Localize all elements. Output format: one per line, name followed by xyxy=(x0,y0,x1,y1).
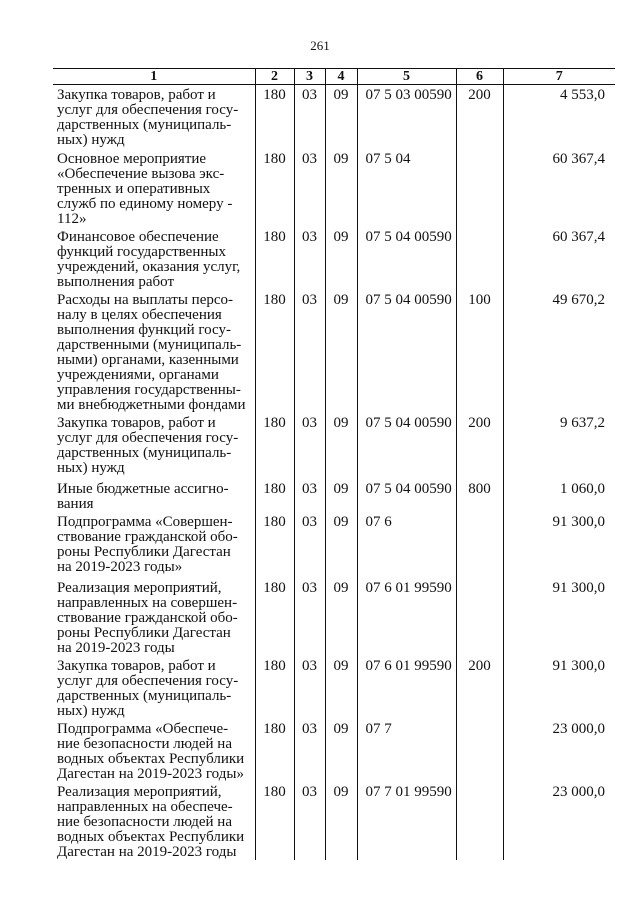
row-expense-type-cell: 200 xyxy=(456,656,503,719)
row-name-cell: Реализация мероприятий, направленных на совершен- ствование гражданской обо- роны Республики Дагестан на 2019-2023 годы xyxy=(57,579,238,656)
row-expense-type-cell xyxy=(456,512,503,578)
row-amount-cell: 4 553,0 xyxy=(503,85,615,149)
row-expense-type-cell: 100 xyxy=(456,290,503,413)
page-number: 261 xyxy=(310,38,330,53)
budget-table xyxy=(53,68,615,860)
row-target-article-cell: 07 5 03 00590 xyxy=(357,85,456,149)
row-code-2-cell: 180 xyxy=(255,719,294,782)
row-expense-type-cell xyxy=(456,719,503,782)
header-col-1: 1 xyxy=(53,69,255,85)
row-name-cell: Закупка товаров, работ и услуг для обеспечения госу- дарственных (муниципаль- ных) нужд xyxy=(57,657,239,719)
table-row xyxy=(53,149,615,227)
header-col-6: 6 xyxy=(456,69,503,85)
row-target-article-cell: 07 5 04 00590 xyxy=(357,227,456,290)
row-code-3-cell: 03 xyxy=(294,719,325,782)
row-target-article-cell: 07 7 xyxy=(357,719,456,782)
row-code-2-cell: 180 xyxy=(255,512,294,578)
row-target-article-cell: 07 6 01 99590 xyxy=(357,578,456,656)
table-row xyxy=(53,413,615,479)
row-expense-type-cell: 200 xyxy=(456,85,503,149)
row-code-2-cell: 180 xyxy=(255,413,294,479)
row-amount-cell: 60 367,4 xyxy=(503,227,615,290)
table-row xyxy=(53,85,615,149)
row-code-2-cell: 180 xyxy=(255,290,294,413)
row-expense-type-cell: 200 xyxy=(456,413,503,479)
row-code-2-cell: 180 xyxy=(255,149,294,227)
row-amount-cell: 60 367,4 xyxy=(503,149,615,227)
row-code-2-cell: 180 xyxy=(255,479,294,512)
row-code-4-cell: 09 xyxy=(325,290,357,413)
header-col-4: 4 xyxy=(325,69,357,85)
row-code-3-cell: 03 xyxy=(294,782,325,860)
row-expense-type-cell xyxy=(456,227,503,290)
row-target-article-cell: 07 5 04 00590 xyxy=(357,290,456,413)
row-name-cell: Основное мероприятие «Обеспечение вызова экс- тренных и оперативных служб по единому номеру - 112» xyxy=(57,150,233,227)
row-code-4-cell: 09 xyxy=(325,512,357,578)
row-code-4-cell: 09 xyxy=(325,227,357,290)
row-code-3-cell: 03 xyxy=(294,149,325,227)
row-target-article-cell: 07 5 04 00590 xyxy=(357,479,456,512)
table-row xyxy=(53,578,615,656)
row-target-article-cell: 07 5 04 00590 xyxy=(357,413,456,479)
row-expense-type-cell xyxy=(456,782,503,860)
header-col-7: 7 xyxy=(503,69,615,85)
row-expense-type-cell xyxy=(456,578,503,656)
row-code-3-cell: 03 xyxy=(294,227,325,290)
row-code-4-cell: 09 xyxy=(325,578,357,656)
row-amount-cell: 1 060,0 xyxy=(503,479,615,512)
row-code-4-cell: 09 xyxy=(325,656,357,719)
row-name-cell: Реализация мероприятий, направленных на обеспече- ние безопасности людей на водных объектах Республики Дагестан на 2019-2023 годы xyxy=(57,783,245,860)
row-name-cell: Закупка товаров, работ и услуг для обеспечения госу- дарственных (муниципаль- ных) нужд xyxy=(57,87,239,148)
row-code-3-cell: 03 xyxy=(294,413,325,479)
row-name-cell: Расходы на выплаты персо- налу в целях обеспечения выполнения функций госу- дарственными (муниципаль- ными) органами, казенными учреждениями, органами управления государственны- ми внебюджетными фондами xyxy=(57,291,246,413)
row-code-3-cell: 03 xyxy=(294,578,325,656)
row-code-3-cell: 03 xyxy=(294,479,325,512)
row-code-3-cell: 03 xyxy=(294,656,325,719)
table-row xyxy=(53,719,615,782)
table-row xyxy=(53,479,615,512)
row-code-2-cell: 180 xyxy=(255,85,294,149)
row-code-3-cell: 03 xyxy=(294,290,325,413)
table-row xyxy=(53,512,615,578)
row-code-4-cell: 09 xyxy=(325,85,357,149)
row-code-4-cell: 09 xyxy=(325,413,357,479)
header-col-3: 3 xyxy=(294,69,325,85)
row-amount-cell: 23 000,0 xyxy=(503,782,615,860)
row-target-article-cell: 07 6 01 99590 xyxy=(357,656,456,719)
row-name-cell: Закупка товаров, работ и услуг для обеспечения госу- дарственных (муниципаль- ных) нужд xyxy=(57,414,239,476)
row-code-2-cell: 180 xyxy=(255,782,294,860)
table-row xyxy=(53,656,615,719)
row-target-article-cell: 07 6 xyxy=(357,512,456,578)
row-name-cell: Подпрограмма «Обеспече- ние безопасности людей на водных объектах Республики Дагестан на 2019-2023 годы» xyxy=(57,720,245,782)
row-amount-cell: 9 637,2 xyxy=(503,413,615,479)
row-amount-cell: 91 300,0 xyxy=(503,512,615,578)
row-expense-type-cell xyxy=(456,149,503,227)
row-code-3-cell: 03 xyxy=(294,512,325,578)
row-code-2-cell: 180 xyxy=(255,227,294,290)
header-col-2: 2 xyxy=(255,69,294,85)
row-code-3-cell: 03 xyxy=(294,85,325,149)
row-target-article-cell: 07 5 04 xyxy=(357,149,456,227)
row-target-article-cell: 07 7 01 99590 xyxy=(357,782,456,860)
row-code-4-cell: 09 xyxy=(325,719,357,782)
row-amount-cell: 49 670,2 xyxy=(503,290,615,413)
row-amount-cell: 23 000,0 xyxy=(503,719,615,782)
row-code-4-cell: 09 xyxy=(325,782,357,860)
row-expense-type-cell: 800 xyxy=(456,479,503,512)
table-row xyxy=(53,782,615,860)
header-row xyxy=(53,69,615,85)
row-name-cell: Финансовое обеспечение функций государственных учреждений, оказания услуг, выполнения работ xyxy=(57,228,241,290)
row-code-4-cell: 09 xyxy=(325,149,357,227)
row-amount-cell: 91 300,0 xyxy=(503,578,615,656)
row-code-2-cell: 180 xyxy=(255,578,294,656)
header-col-5: 5 xyxy=(357,69,456,85)
row-code-4-cell: 09 xyxy=(325,479,357,512)
row-amount-cell: 91 300,0 xyxy=(503,656,615,719)
table-row xyxy=(53,227,615,290)
row-name-cell: Иные бюджетные ассигно- вания xyxy=(57,480,229,512)
row-name-cell: Подпрограмма «Совершен- ствование гражданской обо- роны Республики Дагестан на 2019-2023 годы» xyxy=(57,513,238,575)
table-row xyxy=(53,290,615,413)
row-code-2-cell: 180 xyxy=(255,656,294,719)
